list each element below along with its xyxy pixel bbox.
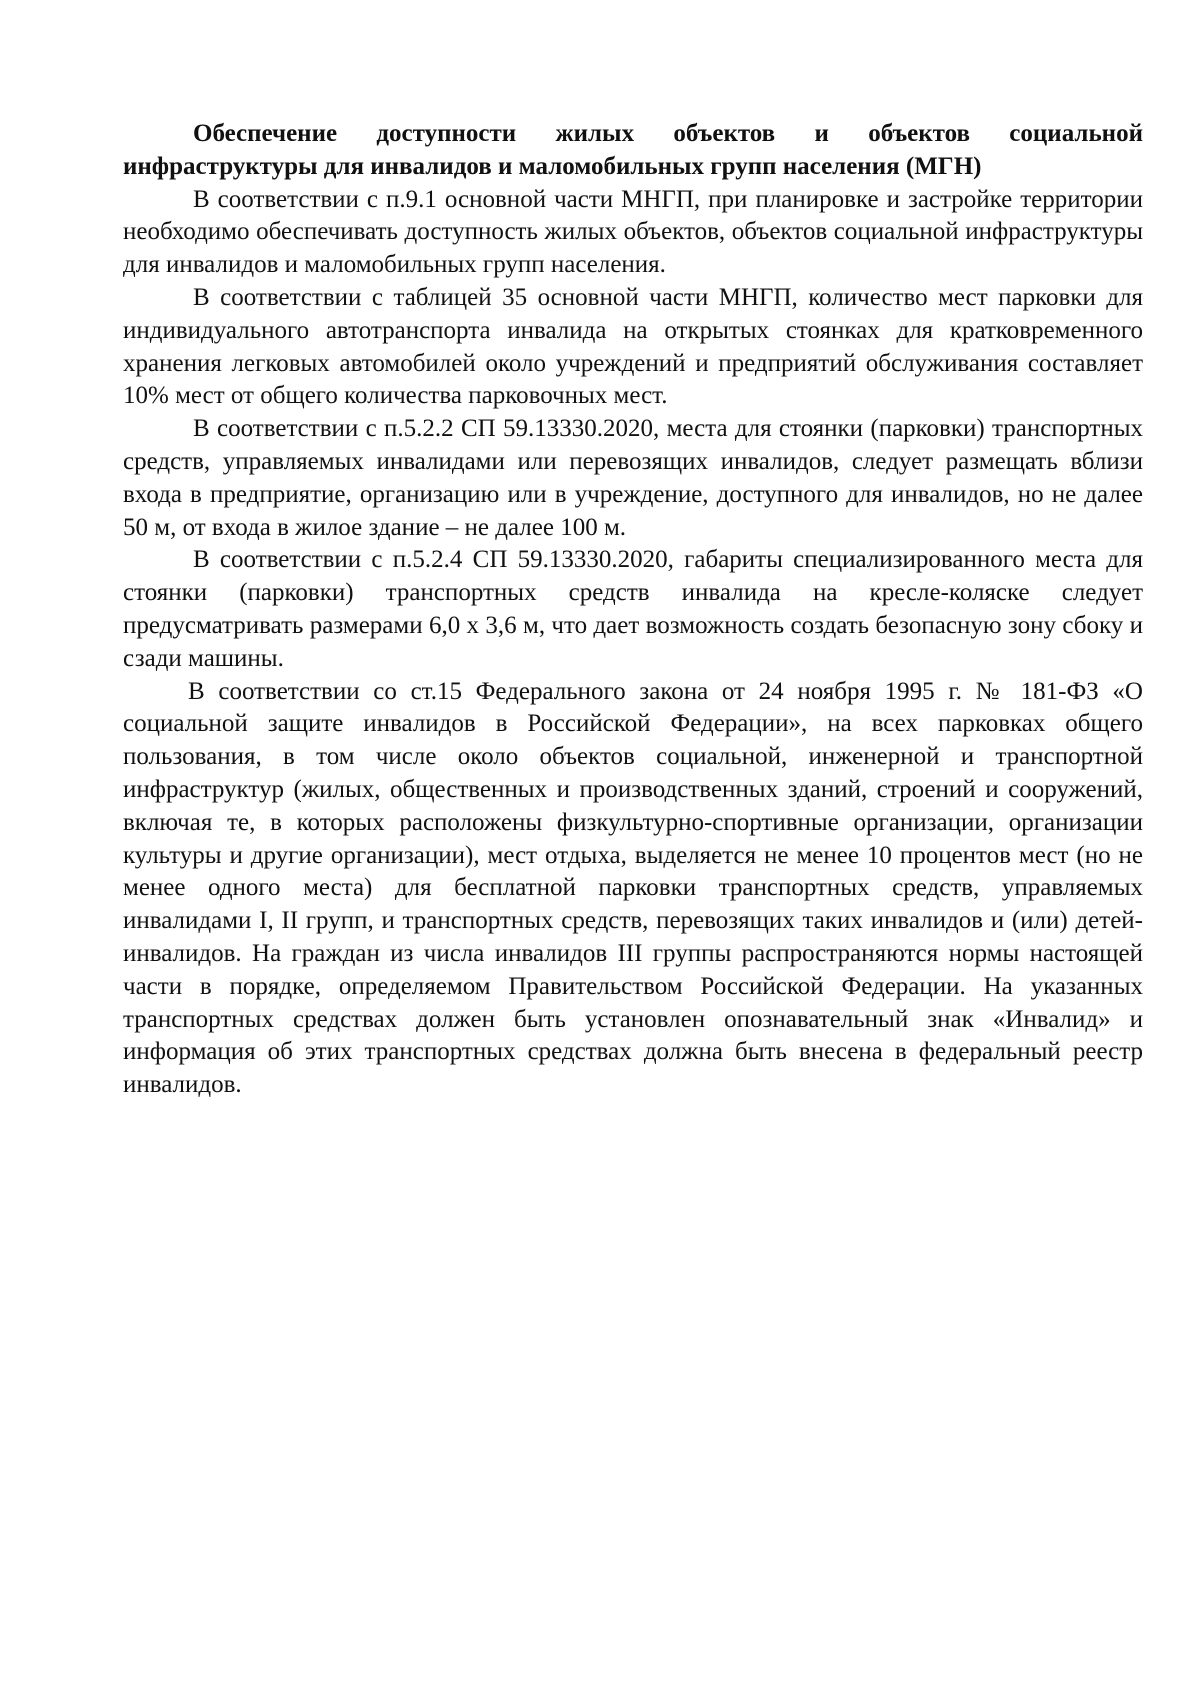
paragraph-parking-dimensions: В соответствии с п.5.2.4 СП 59.13330.2020, габариты специализированного места для стоянки (парковки) транспортных средств инвалида на кресле-коляске следует предусматривать размерами 6,0 х 3,6 м, что дает возможность создать безопасную зону сбоку и сзади машины. [123,546,1143,672]
document-page [123,118,1143,1102]
paragraph-parking-distance: В соответствии с п.5.2.2 СП 59.13330.2020, места для стоянки (парковки) транспортных средств, управляемых инвалидами или перевозящих инвалидов, следует размещать вблизи входа в предприятие, организацию или в учреждение, доступного для инвалидов, но не далее 50 м, от входа в жилое здание – не далее 100 м. [123,415,1143,541]
paragraph-federal-law: В соответствии со ст.15 Федерального закона от 24 ноября 1995 г. № 181-ФЗ «О социальной защите инвалидов в Российской Федерации», на всех парковках общего пользования, в том числе около объектов социальной, инженерной и транспортной инфраструктур (жилых, общественных и производственных зданий, строений и сооружений, включая те, в которых расположены физкультурно-спортивные организации, организации культуры и другие организации), мест отдыха, выделяется не менее 10 процентов мест (но не менее одного места) для бесплатной парковки транспортных средств, управляемых инвалидами I, II групп, и транспортных средств, перевозящих таких инвалидов и (или) детей-инвалидов. На граждан из числа инвалидов III группы распространяются нормы настоящей части в порядке, определяемом Правительством Российской Федерации. На указанных транспортных средствах должен быть установлен опознавательный знак «Инвалид» и информация об этих транспортных средствах должна быть внесена в федеральный реестр инвалидов. [123,677,1143,1099]
paragraph-parking-share: В соответствии с таблицей 35 основной части МНГП, количество мест парковки для индивидуального автотранспорта инвалида на открытых стоянках для кратковременного хранения легковых автомобилей около учреждений и предприятий обслуживания составляет 10% мест от общего количества парковочных мест. [123,283,1143,410]
document-title: Обеспечение доступности жилых объектов и объектов социальной инфраструктуры для инвалидов и маломобильных групп населения (МГН) [123,120,1143,180]
paragraph-accessibility-requirement: В соответствии с п.9.1 основной части МНГП, при планировке и застройке территории необходимо обеспечивать доступность жилых объектов, объектов социальной инфраструктуры для инвалидов и маломобильных групп населения. [123,185,1143,279]
